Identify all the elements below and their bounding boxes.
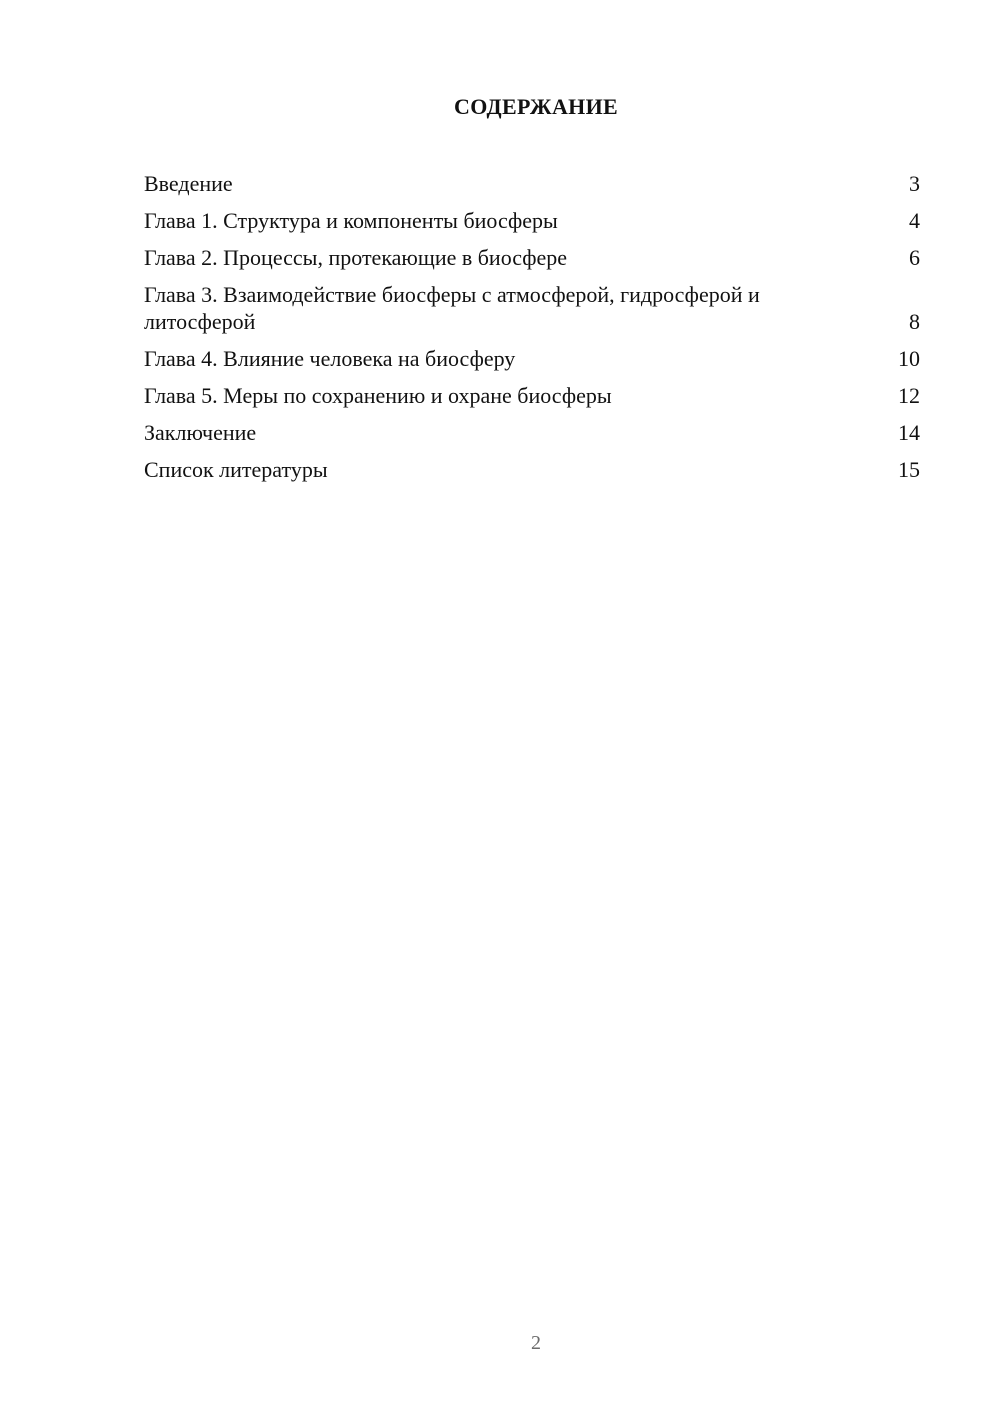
toc-entry-page: 10: [898, 346, 920, 371]
toc-entry-conclusion: [144, 419, 920, 446]
toc-entry-page: 4: [909, 208, 920, 233]
toc-entry-page: 6: [909, 245, 920, 270]
toc-entry-page: 14: [898, 420, 920, 445]
toc-entry-text: Глава 3. Взаимодействие биосферы с атмосферой, гидросферой и литосферой: [144, 282, 760, 334]
toc-entry-text: Глава 5. Меры по сохранению и охране биосферы: [144, 383, 612, 408]
toc-entry-text: Глава 2. Процессы, протекающие в биосфере: [144, 245, 568, 270]
toc-entry-text: Заключение: [144, 420, 257, 445]
toc-entry-text: Глава 4. Влияние человека на биосферу: [144, 346, 516, 371]
toc-entry-introduction: [144, 170, 920, 197]
toc-entry-chapter-2: [144, 244, 920, 271]
toc-entry-chapter-1: [144, 207, 920, 234]
toc-entry-page: 3: [909, 171, 920, 196]
toc-entry-text: Глава 1. Структура и компоненты биосферы: [144, 208, 558, 233]
toc-entry-page: 8: [909, 309, 920, 334]
toc-entry-text: Список литературы: [144, 457, 328, 482]
toc-title: СОДЕРЖАНИЕ: [454, 94, 618, 119]
toc-entry-chapter-5: [144, 382, 920, 409]
toc-entry-text: Введение: [144, 171, 233, 196]
toc-entry-chapter-4: [144, 345, 920, 372]
toc-entry-chapter-3: [144, 281, 920, 335]
toc-entry-page: 15: [898, 457, 920, 482]
table-of-contents: [144, 170, 920, 493]
toc-entry-page: 12: [898, 383, 920, 408]
page-number: 2: [531, 1332, 541, 1354]
toc-entry-references: [144, 456, 920, 483]
